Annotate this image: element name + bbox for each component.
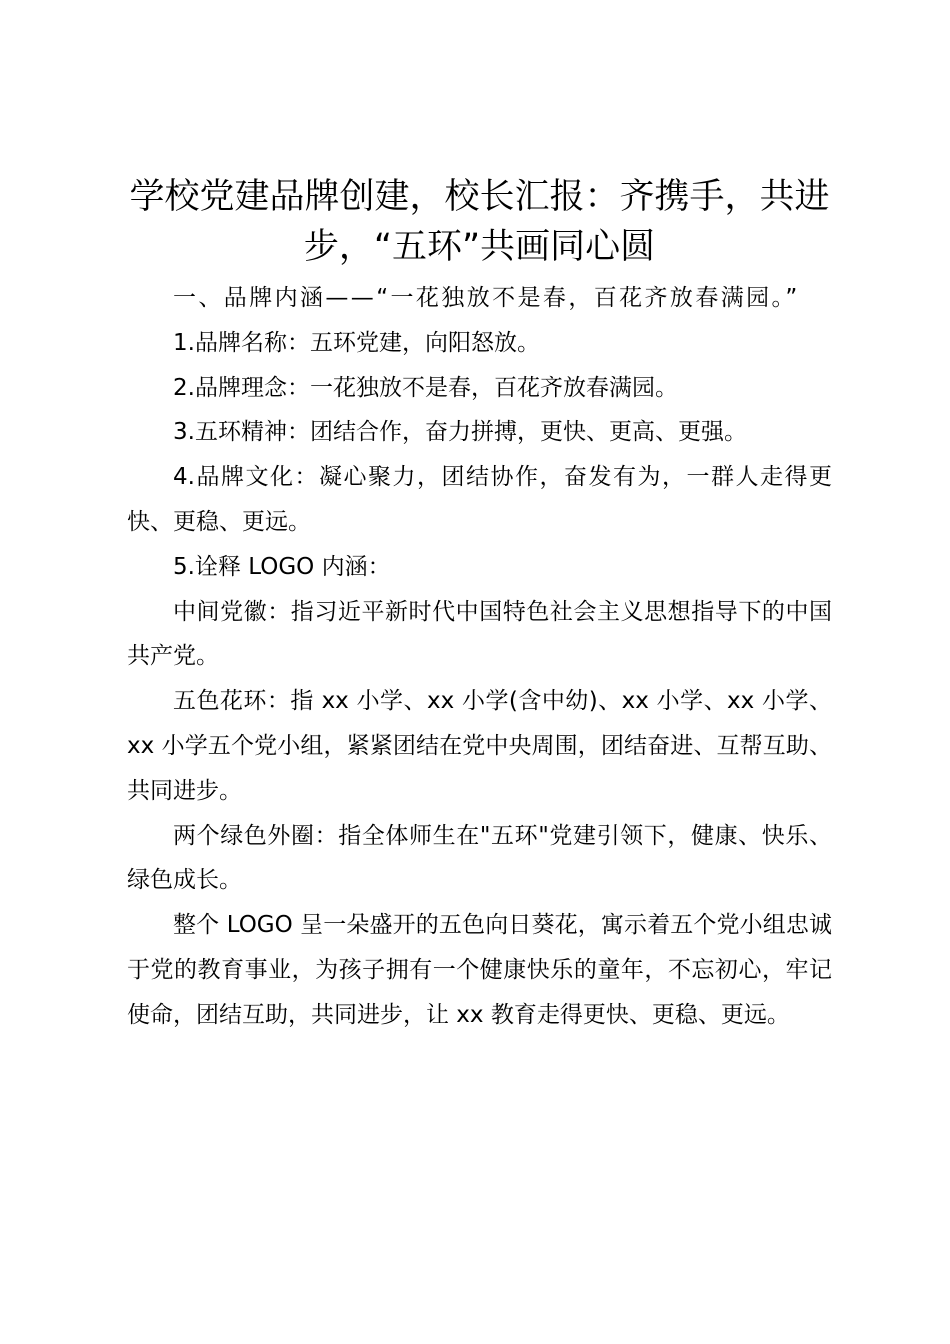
paragraph-green-circles: 两个绿色外圈：指全体师生在"五环"党建引领下，健康、快乐、绿色成长。	[127, 822, 832, 894]
document-title: 学校党建品牌创建，校长汇报：齐携手，共进步，“五环”共画同心圆	[129, 177, 830, 267]
paragraph-brand-name: 1.品牌名称：五环党建，向阳怒放。	[173, 329, 540, 356]
paragraph-logo-meaning: 整个 LOGO 呈一朵盛开的五色向日葵花，寓示着五个党小组忠诚于党的教育事业，为孩子拥有一个健康快乐的童年，不忘初心，牢记使命，团结互助，共同进步，让 xx 教育走得更快、更稳、更远。	[127, 912, 832, 1028]
paragraph-five-rings-spirit: 3.五环精神：团结合作，奋力拼搏，更快、更高、更强。	[173, 419, 747, 446]
document-page	[127, 172, 832, 1038]
paragraph-logo-heading: 5.诠释 LOGO 内涵：	[173, 553, 391, 580]
paragraph-five-color-rings: 五色花环：指 xx 小学、xx 小学(含中幼)、xx 小学、xx 小学、xx 小学五个党小组，紧紧团结在党中央周围，团结奋进、互帮互助、共同进步。	[127, 688, 832, 804]
document-body	[127, 276, 832, 1038]
paragraph-brand-connotation: 一、品牌内涵——“一花独放不是春，百花齐放春满园。”	[173, 285, 800, 311]
paragraph-party-emblem: 中间党徽：指习近平新时代中国特色社会主义思想指导下的中国共产党。	[127, 598, 832, 670]
paragraph-brand-concept: 2.品牌理念：一花独放不是春，百花齐放春满园。	[173, 374, 678, 401]
paragraph-brand-culture: 4.品牌文化：凝心聚力，团结协作，奋发有为，一群人走得更快、更稳、更远。	[127, 464, 832, 535]
